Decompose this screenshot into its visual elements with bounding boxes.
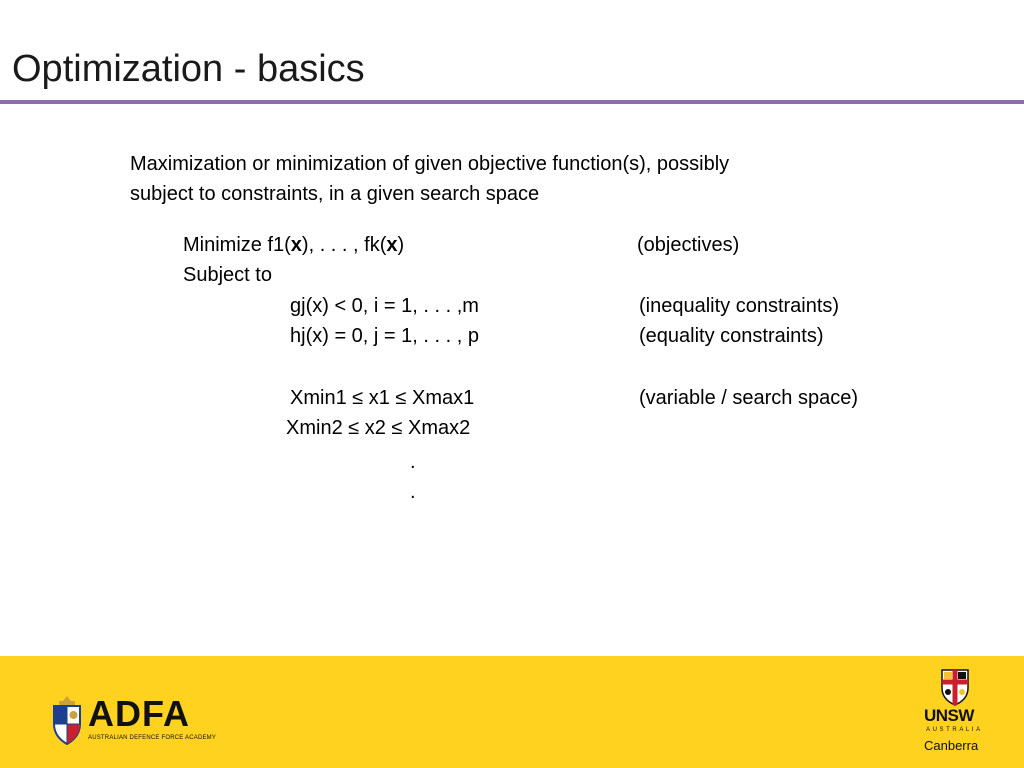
objectives-note: (objectives) bbox=[637, 234, 740, 256]
bold-x-2: x bbox=[386, 234, 398, 256]
equality-constraint: hj(x) = 0, j = 1, . . . , p bbox=[290, 325, 479, 347]
minimize-prefix: Minimize f1( bbox=[183, 234, 291, 256]
minimize-mid: ), . . . , fk( bbox=[301, 234, 387, 256]
bound-x2: Xmin2 ≤ x2 ≤ Xmax2 bbox=[286, 417, 471, 439]
ellipsis-dot-2: . bbox=[410, 481, 416, 503]
bold-x-1: x bbox=[290, 234, 302, 256]
adfa-full-name: AUSTRALIAN DEFENCE FORCE ACADEMY bbox=[88, 735, 217, 741]
intro-line-2: subject to constraints, in a given search space bbox=[130, 183, 540, 205]
unsw-campus: Canberra bbox=[924, 738, 979, 753]
adfa-logo bbox=[50, 693, 217, 746]
minimize-suffix: ) bbox=[397, 234, 405, 256]
adfa-crest-icon bbox=[50, 694, 84, 746]
subject-to: Subject to bbox=[183, 264, 272, 286]
unsw-wordmark: UNSW bbox=[924, 706, 974, 725]
unsw-logo bbox=[920, 668, 992, 758]
title-divider bbox=[0, 100, 1024, 104]
intro-line-1: Maximization or minimization of given objective function(s), possibly bbox=[130, 153, 730, 175]
inequality-note: (inequality constraints) bbox=[639, 295, 840, 317]
unsw-country: AUSTRALIA bbox=[926, 727, 983, 733]
bound-x1: Xmin1 ≤ x1 ≤ Xmax1 bbox=[290, 387, 475, 409]
adfa-wordmark: ADFA bbox=[88, 693, 190, 734]
inequality-constraint: gj(x) < 0, i = 1, . . . ,m bbox=[290, 295, 479, 317]
minimize-line bbox=[183, 230, 404, 260]
unsw-crest-icon bbox=[940, 668, 970, 706]
slide-title: Optimization - basics bbox=[12, 48, 365, 90]
search-space-note: (variable / search space) bbox=[639, 387, 858, 409]
ellipsis-dot-1: . bbox=[410, 451, 416, 473]
equality-note: (equality constraints) bbox=[639, 325, 824, 347]
